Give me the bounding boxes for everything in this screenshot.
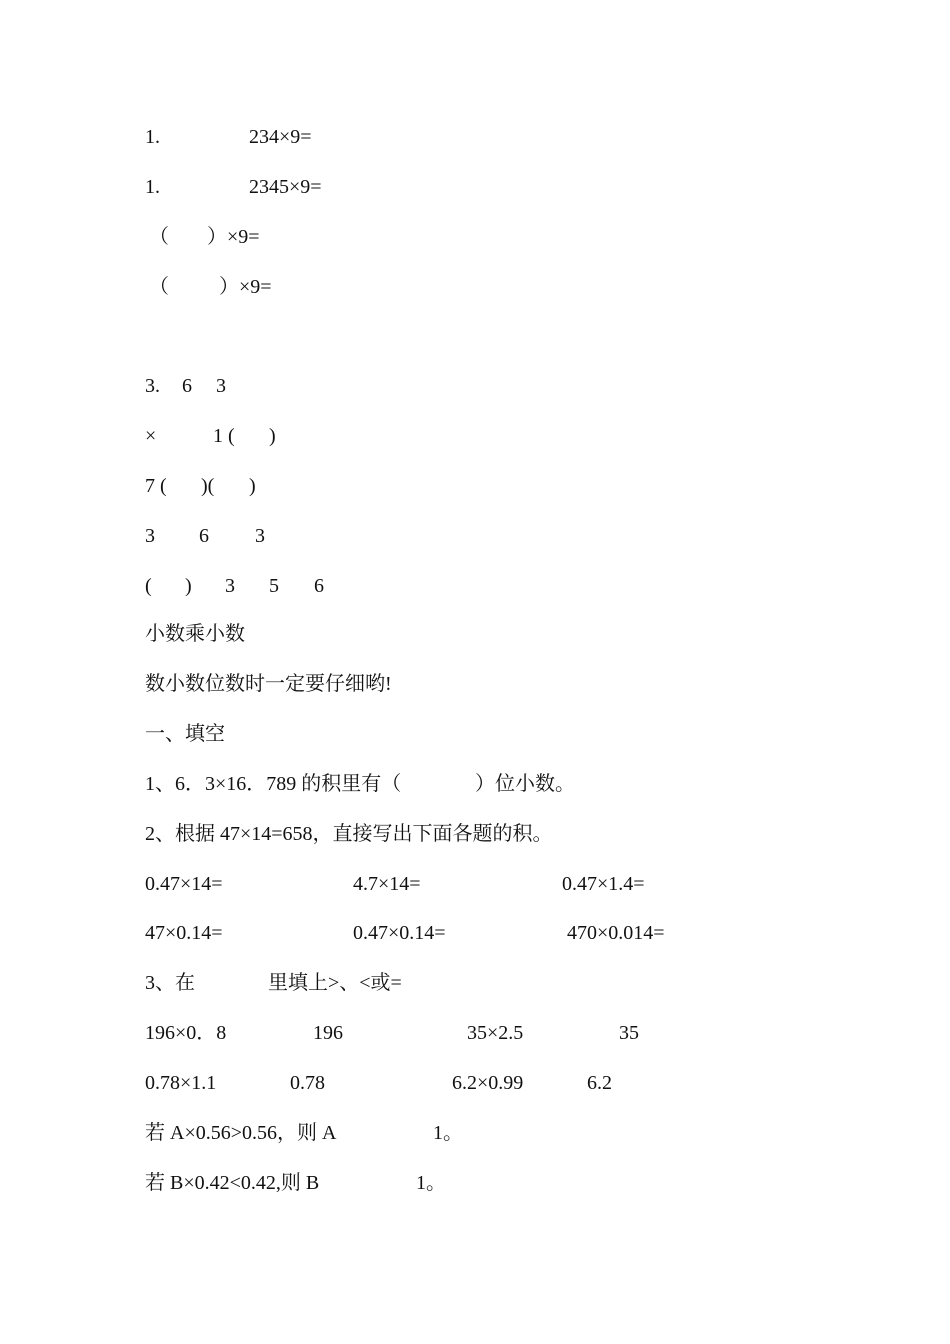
vertical-row1-digit: 3 xyxy=(216,375,226,397)
vertical-row4-digit: 3 xyxy=(145,525,155,547)
q3-compare-left: 6.2×0.99 xyxy=(452,1072,524,1094)
vertical-row4-digit: 3 xyxy=(255,525,265,547)
vertical-row3-part: 7 ( xyxy=(145,475,167,497)
vertical-row1-digit: 6 xyxy=(182,375,192,397)
q2-item: 47×0.14= xyxy=(145,922,223,944)
vertical-row5-digit: 5 xyxy=(269,575,279,597)
q1-text-pre: 1、6．3×16．789 的积里有（ xyxy=(145,773,402,795)
vertical-row3-part: ) xyxy=(249,475,256,497)
vertical-row1-label: 3. xyxy=(145,375,160,397)
q2a-open-paren: （ xyxy=(149,226,169,248)
q2-item: 0.47×14= xyxy=(145,873,223,895)
q3-title-post: 里填上>、<或= xyxy=(268,972,402,994)
vertical-row2-times: × xyxy=(145,425,157,447)
q2-item: 470×0.014= xyxy=(567,922,665,944)
q1a-expression: 234×9= xyxy=(249,126,312,148)
q3-condition-a: 若 A×0.56>0.56，则 A xyxy=(145,1122,337,1144)
q2b-open-paren: （ xyxy=(149,276,169,298)
vertical-row2-digit: 1 ( xyxy=(213,425,235,447)
q2-item: 0.47×1.4= xyxy=(562,873,645,895)
tip-text: 数小数位数时一定要仔细哟! xyxy=(145,673,392,695)
q3-compare-right: 6.2 xyxy=(587,1072,612,1094)
vertical-row5-open: ( xyxy=(145,575,152,597)
q1a-number: 1. xyxy=(145,126,160,148)
vertical-row4-digit: 6 xyxy=(199,525,209,547)
q3-compare-left: 196×0．8 xyxy=(145,1022,227,1044)
q2a-expression: ）×9= xyxy=(207,226,260,248)
q2-item: 4.7×14= xyxy=(353,873,421,895)
q3-compare-right: 0.78 xyxy=(290,1072,325,1094)
q2-item: 0.47×0.14= xyxy=(353,922,446,944)
q2b-expression: ）×9= xyxy=(219,276,272,298)
vertical-row3-part: )( xyxy=(201,475,215,497)
q1b-expression: 2345×9= xyxy=(249,176,322,198)
q3-condition-a-value: 1。 xyxy=(433,1122,463,1144)
vertical-row5-digit: 3 xyxy=(225,575,235,597)
q3-condition-b-value: 1。 xyxy=(416,1172,446,1194)
q2-title: 2、根据 47×14=658，直接写出下面各题的积。 xyxy=(145,823,553,845)
part1-title: 一、填空 xyxy=(145,723,225,745)
page-title: 小数乘小数 xyxy=(145,623,245,645)
q3-condition-b: 若 B×0.42<0.42,则 B xyxy=(145,1172,320,1194)
vertical-row5-close: ) xyxy=(185,575,192,597)
vertical-row5-digit: 6 xyxy=(314,575,324,597)
q1b-number: 1. xyxy=(145,176,160,198)
q3-compare-right: 196 xyxy=(313,1022,343,1044)
q3-compare-left: 35×2.5 xyxy=(467,1022,524,1044)
vertical-row2-close: ) xyxy=(269,425,276,447)
q3-compare-right: 35 xyxy=(619,1022,639,1044)
q1-text-post: ）位小数。 xyxy=(475,773,575,795)
q3-compare-left: 0.78×1.1 xyxy=(145,1072,217,1094)
q3-title-pre: 3、在 xyxy=(145,972,195,994)
